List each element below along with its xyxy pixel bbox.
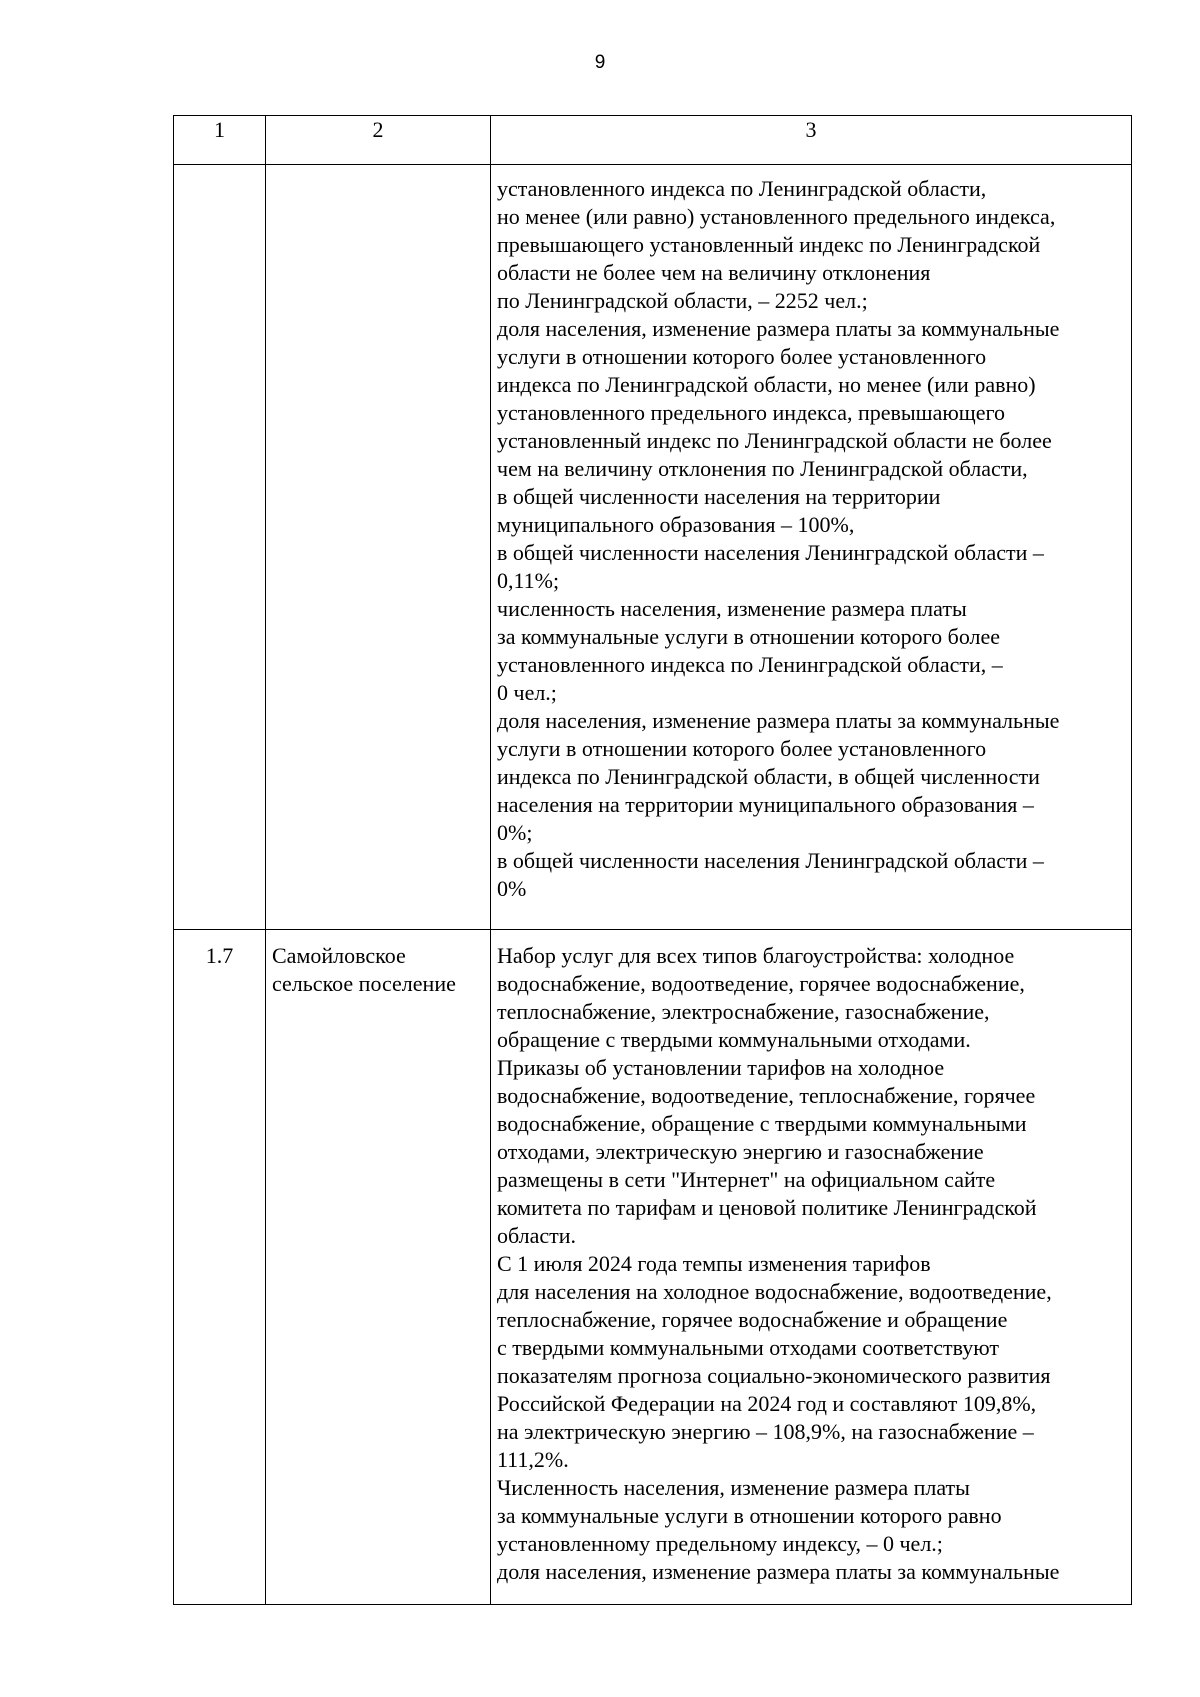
data-table bbox=[173, 115, 1132, 1605]
description-line: теплоснабжение, электроснабжение, газоснабжение, bbox=[497, 999, 990, 1024]
municipality-name-line: сельское поселение bbox=[272, 971, 456, 996]
description-line: Набор услуг для всех типов благоустройства: холодное bbox=[497, 943, 1015, 968]
description-line: в общей численности населения Ленинградской области – bbox=[497, 540, 1044, 565]
description-line: услуги в отношении которого более установленного bbox=[497, 736, 987, 761]
description-line: доля населения, изменение размера платы за коммунальные bbox=[497, 1559, 1060, 1584]
description-line: услуги в отношении которого более установленного bbox=[497, 344, 987, 369]
description-line: Приказы об установлении тарифов на холодное bbox=[497, 1055, 945, 1080]
description-line: установленному предельному индексу, – 0 чел.; bbox=[497, 1531, 943, 1556]
description-line: 111,2%. bbox=[497, 1447, 569, 1472]
description-line: за коммунальные услуги в отношении которого более bbox=[497, 624, 1001, 649]
description-line: доля населения, изменение размера платы за коммунальные bbox=[497, 316, 1060, 341]
description-line: Численность населения, изменение размера платы bbox=[497, 1475, 970, 1500]
description-line: области. bbox=[497, 1223, 577, 1248]
description-line: установленного индекса по Ленинградской области, bbox=[497, 176, 987, 201]
description-line: показателям прогноза социально-экономического развития bbox=[497, 1363, 1051, 1388]
description-line: в общей численности населения на территории bbox=[497, 484, 941, 509]
description-line: теплоснабжение, горячее водоснабжение и обращение bbox=[497, 1307, 1008, 1332]
municipality-name-line: Самойловское bbox=[272, 943, 406, 968]
description-line: превышающего установленный индекс по Ленинградской bbox=[497, 232, 1041, 257]
description-line: размещены в сети "Интернет" на официальном сайте bbox=[497, 1167, 996, 1192]
description-line: водоснабжение, водоотведение, теплоснабжение, горячее bbox=[497, 1083, 1036, 1108]
description-line: 0% bbox=[497, 876, 527, 901]
description-line: индекса по Ленинградской области, в общей численности bbox=[497, 764, 1040, 789]
description-line: установленный индекс по Ленинградской области не более bbox=[497, 428, 1052, 453]
row-number-cell bbox=[174, 165, 266, 930]
description-line: доля населения, изменение размера платы за коммунальные bbox=[497, 708, 1060, 733]
description-line: водоснабжение, водоотведение, горячее водоснабжение, bbox=[497, 971, 1025, 996]
description-line: комитета по тарифам и ценовой политике Ленинградской bbox=[497, 1195, 1037, 1220]
description-line: но менее (или равно) установленного предельного индекса, bbox=[497, 204, 1056, 229]
description-cell bbox=[491, 165, 1132, 930]
description-line: на электрическую энергию – 108,9%, на газоснабжение – bbox=[497, 1419, 1034, 1444]
column-header: 1 bbox=[174, 116, 266, 165]
description-line: С 1 июля 2024 года темпы изменения тарифов bbox=[497, 1251, 931, 1276]
description-line: 0%; bbox=[497, 820, 533, 845]
description-line: индекса по Ленинградской области, но менее (или равно) bbox=[497, 372, 1036, 397]
description-line: с твердыми коммунальными отходами соответствуют bbox=[497, 1335, 1000, 1360]
description-line: Российской Федерации на 2024 год и составляют 109,8%, bbox=[497, 1391, 1037, 1416]
description-line: отходами, электрическую энергию и газоснабжение bbox=[497, 1139, 984, 1164]
description-line: для населения на холодное водоснабжение, водоотведение, bbox=[497, 1279, 1052, 1304]
description-line: области не более чем на величину отклонения bbox=[497, 260, 931, 285]
description-line: в общей численности населения Ленинградской области – bbox=[497, 848, 1044, 873]
column-header: 2 bbox=[266, 116, 491, 165]
description-line: за коммунальные услуги в отношении которого равно bbox=[497, 1503, 1002, 1528]
description-line: 0,11%; bbox=[497, 568, 560, 593]
description-cell bbox=[491, 930, 1132, 1605]
description-line: по Ленинградской области, – 2252 чел.; bbox=[497, 288, 868, 313]
description-line: населения на территории муниципального образования – bbox=[497, 792, 1034, 817]
description-line: муниципального образования – 100%, bbox=[497, 512, 855, 537]
table-row bbox=[174, 930, 1132, 1605]
description-line: установленного индекса по Ленинградской области, – bbox=[497, 652, 1003, 677]
description-line: водоснабжение, обращение с твердыми коммунальными bbox=[497, 1111, 1027, 1136]
column-header: 3 bbox=[491, 116, 1132, 165]
description-line: установленного предельного индекса, превышающего bbox=[497, 400, 1005, 425]
description-line: чем на величину отклонения по Ленинградской области, bbox=[497, 456, 1028, 481]
table-row bbox=[174, 165, 1132, 930]
municipality-cell bbox=[266, 165, 491, 930]
description-line: обращение с твердыми коммунальными отходами. bbox=[497, 1027, 971, 1052]
page-number: 9 bbox=[594, 52, 606, 73]
row-number-cell: 1.7 bbox=[174, 930, 266, 1605]
description-line: численность населения, изменение размера платы bbox=[497, 596, 967, 621]
description-line: 0 чел.; bbox=[497, 680, 557, 705]
table-header-row bbox=[174, 116, 1132, 165]
municipality-cell bbox=[266, 930, 491, 1605]
